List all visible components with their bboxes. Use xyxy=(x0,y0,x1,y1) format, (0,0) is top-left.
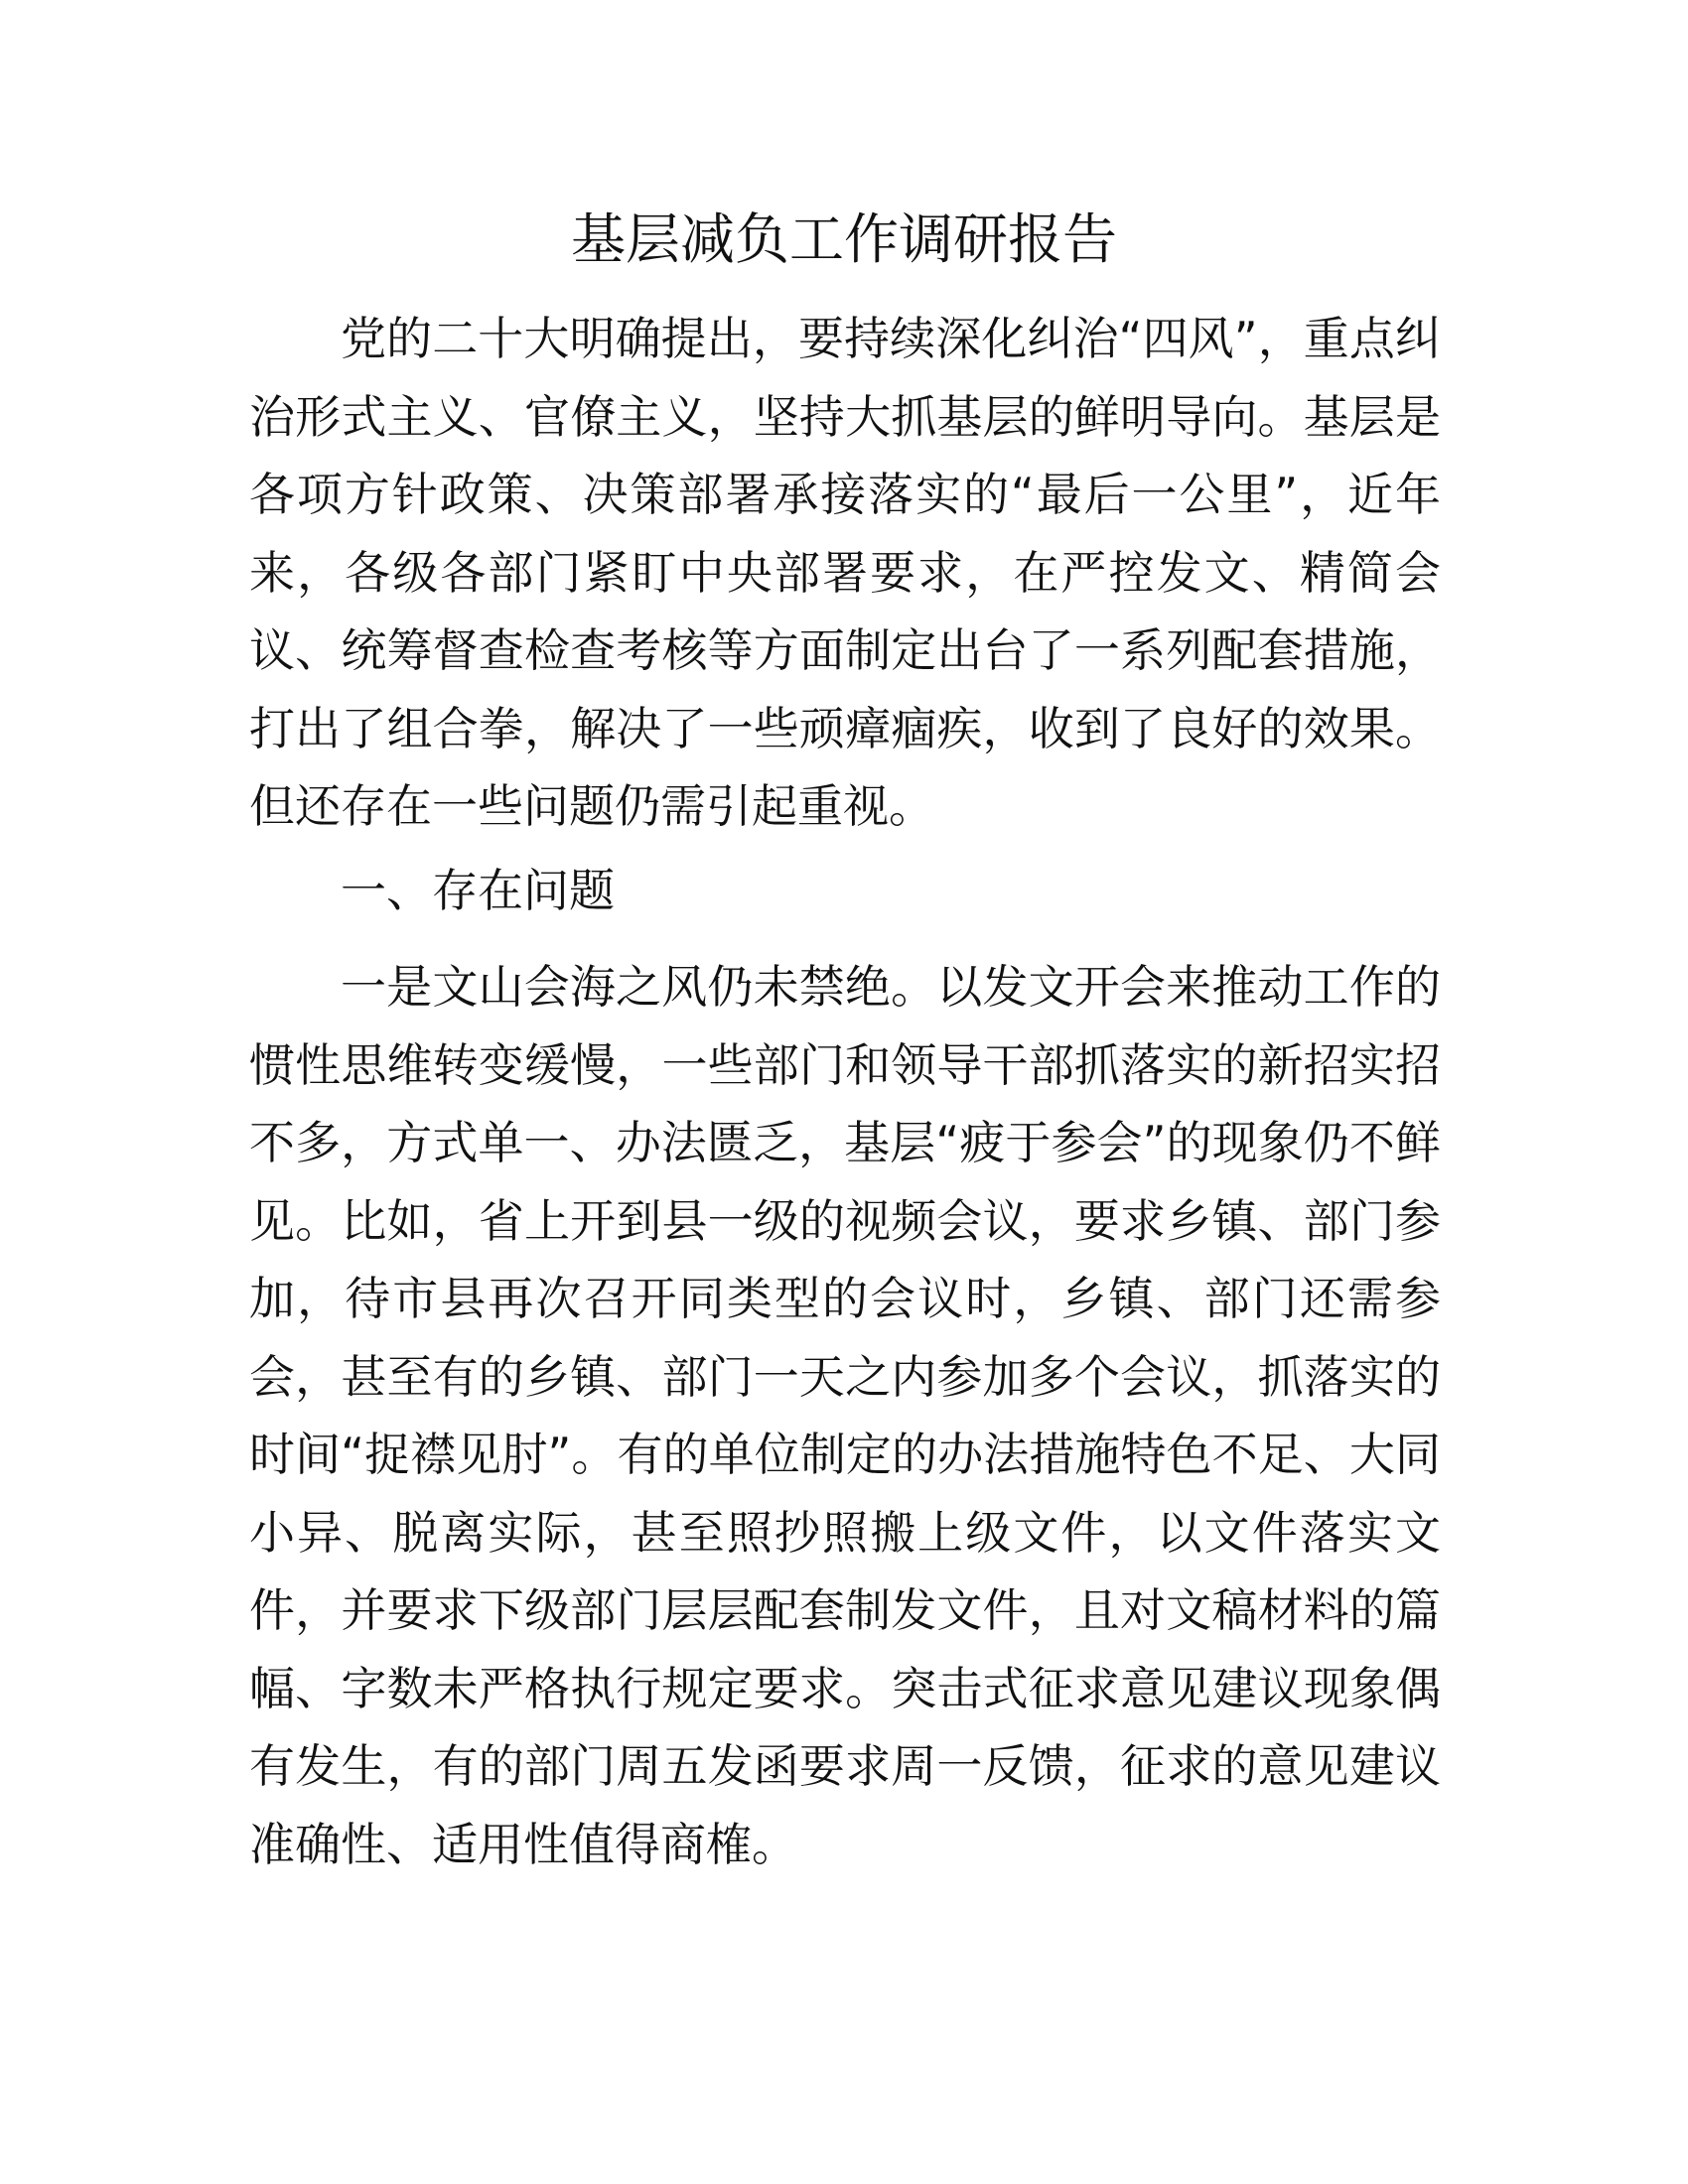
section-heading: 一、存在问题 xyxy=(341,864,615,917)
paragraph-intro: 党的二十大明确提出，要持续深化纠治“四风”，重点纠治形式主义、官僚主义，坚持大抓基层的鲜明导向。基层是各项方针政策、决策部署承接落实的“最后一公里”，近年来，各级各部门紧盯中央部署要求，在严控发文、精简会议、统筹督查检查考核等方面制定出台了一系列配套措施，打出了组合拳，解决了一些顽瘴痼疾，收到了良好的效果。但还存在一些问题仍需引起重视。 xyxy=(249,312,1441,833)
paragraph-issue-1: 一是文山会海之风仍未禁绝。以发文开会来推动工作的惯性思维转变缓慢，一些部门和领导干部抓落实的新招实招不多，方式单一、办法匮乏，基层“疲于参会”的现象仍不鲜见。比如，省上开到县一级的视频会议，要求乡镇、部门参加，待市县再次召开同类型的会议时，乡镇、部门还需参会，甚至有的乡镇、部门一天之内参加多个会议，抓落实的时间“捉襟见肘”。有的单位制定的办法措施特色不足、大同小异、脱离实际，甚至照抄照搬上级文件，以文件落实文件，并要求下级部门层层配套制发文件，且对文稿材料的篇幅、字数未严格执行规定要求。突击式征求意见建议现象偶有发生，有的部门周五发函要求周一反馈，征求的意见建议准确性、适用性值得商榷。 xyxy=(249,960,1441,1871)
document-title: 基层减负工作调研报告 xyxy=(570,207,1117,271)
